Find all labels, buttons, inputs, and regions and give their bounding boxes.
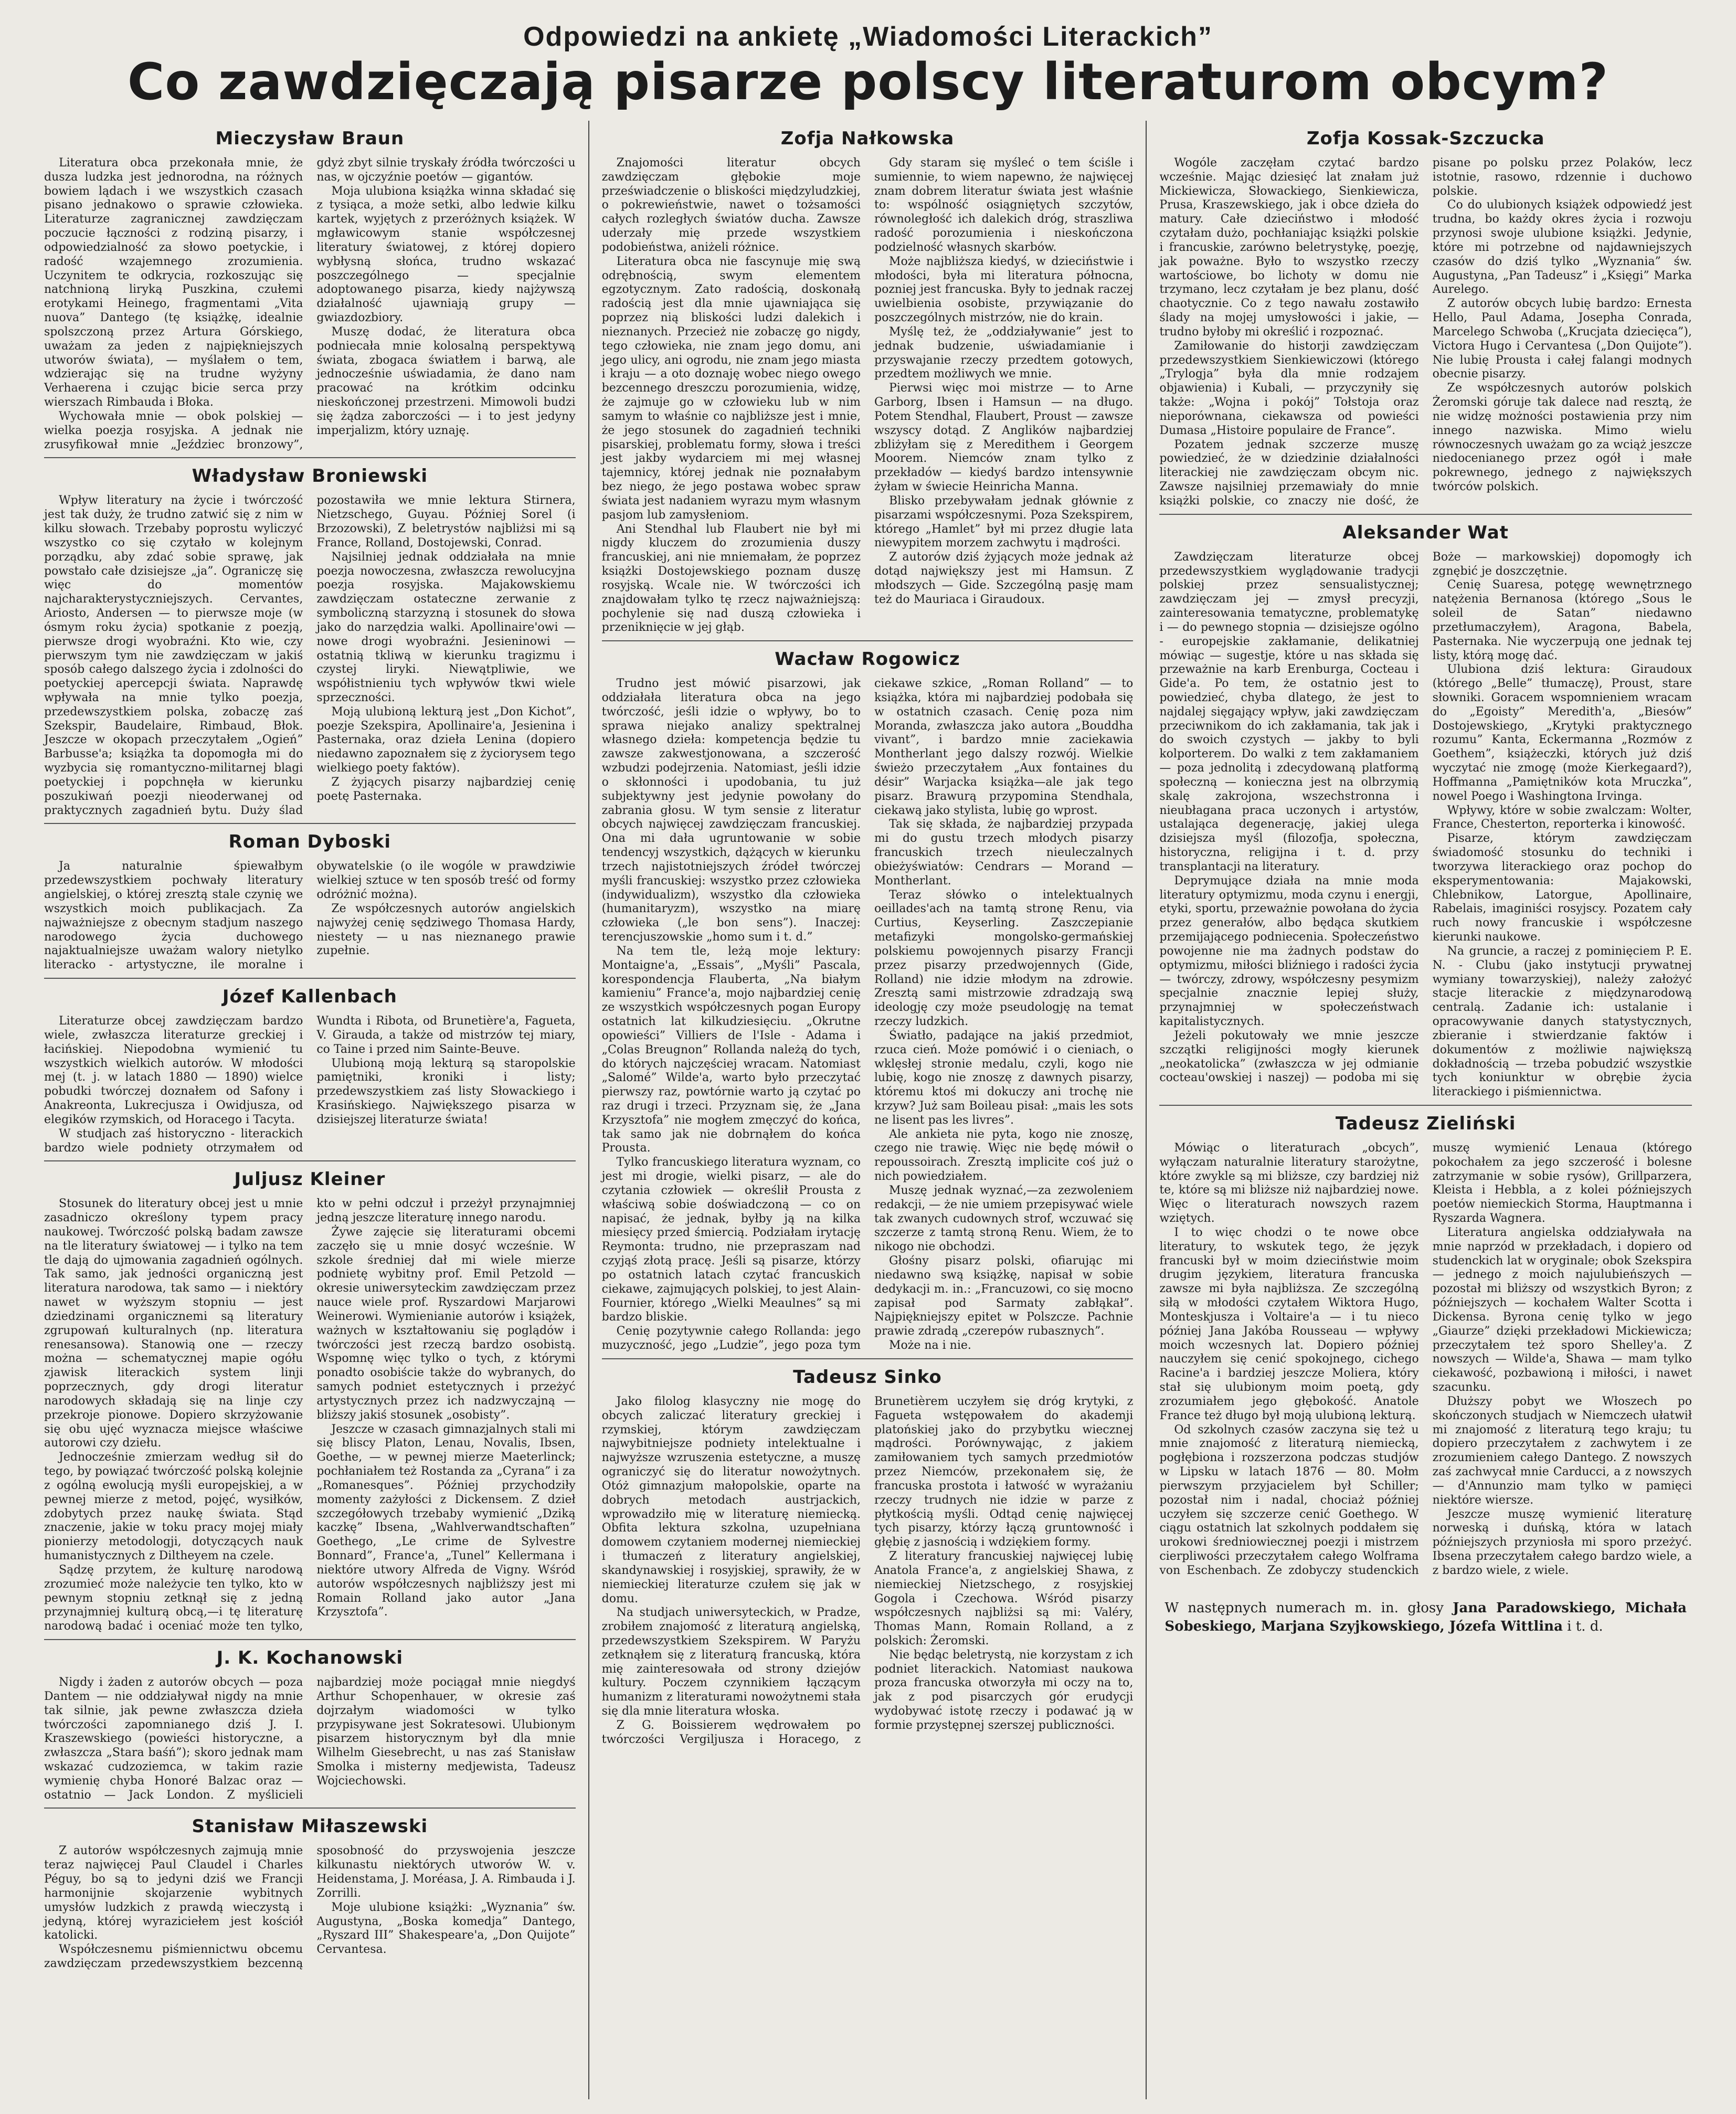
paragraph: Ale ankieta nie pyta, kogo nie znoszę, czego nie trawię. Więc nie będę mówił o repoussoirach. Zresztą implicite coś już o nich powiedziałem. [874,1127,1134,1183]
response-text [44,1844,576,1971]
paragraph: Na gruncie, a raczej z pominięciem P. E. N. - Clubu (jako instytucji prywatnej wymiany towarzyskiej), należy założyć stacje literackie z międzynarodową centralą. Zadanie ich: ustalanie i opracowywanie danych statystycznych, zbieranie i stwierdzanie faktów i dokumentów z możliwie największą dokładnością — trzeba pobudzić wszystkie tych koniunktur w obrębie życia literackiego i piśmiennictwa. [1432,944,1692,1099]
column-2 [589,121,1147,2099]
paragraph: Na studjach uniwersyteckich, w Pradze, zrobiłem znajomość z literaturą angielską, przedewszystkiem Szekspirem. W Paryżu zetknąłem się z literaturą francuską, która mię zainteresowała od strony dziejów kultury. Poczem czynnikiem łączącym humanizm z literaturami nowożytnemi stała się dla mnie literatura włoska. [601,1606,861,1718]
paragraph: Tylko francuskiego literatura wyznam, co jest mi drogie, wielki pisarz, — ale do czytania człowiek — określił Prousta z właściwą sobie doświadczoną — co on napisać, że jednak, byłby ją na kilka miesięcy przed śmiercią. Podziałam irytację Reymonta: trudno, nie przepraszam nad czyjąś złotą pracę. Jeśli są pisarze, którzy po ostatnich latach czytać francuskich ciekawe, zajmujących polskiej, to jest Alain-Fournier, którego „Wielki Meaulnes” są mi bardzo bliskie. [601,1156,861,1324]
paragraph: Nie będąc beletrystą, nie korzystam z ich podniet literackich. Natomiast naukowa proza francuska otworzyła mi oczy na to, jak z pod pisarczych gór erudycji wydobywać istotę rzeczy i podawać ją w formie przystępnej szerszej publiczności. [874,1648,1134,1732]
paragraph: Żywe zajęcie się literaturami obcemi zaczęło się u mnie dosyć wcześnie. W szkole średniej dał mi wiele mierze podnietę wybitny prof. Emil Petzold — okresie uniwersyteckim zawdzięczam przez nauce wiele prof. Ryszardowi Marjarowi Weinerowi. Wymienianie autorów i książek, ważnych w kształtowaniu się poglądów i twórczości jest rzeczą bardzo osobistą. Wspomnę więc tylko o tych, z którymi ponadto osobiście także do wybranych, do samych podniet estetycznych i przeżyć artystycznych przez ich nadzwyczajną — bliższy jakiś stosunek „osobisty”. [316,1225,576,1422]
paragraph: Teraz słówko o intelektualnych oeillades'ach na tamtą stronę Renu, via Curtius, Keyserling. Zaszczepianie metafizyki mongolsko-germańskiej polskiemu powojennych pisarzy Francji przez pisarzy przedwojennych (Gide, Rolland) nie idzie młodym na zdrowie. Zresztą sami mistrzowie zdradzają swą ideologję czy może pseudologję na temat rzeczy ludzkich. [874,888,1134,1029]
paragraph: Może najbliższa kiedyś, w dzieciństwie i młodości, była mi literatura północna, pozniej jest francuska. Były to jednak raczej uwielbienia osobiste, przywiązanie do poszczególnych mistrzów, nie do krain. [874,255,1134,325]
paragraph: Na tem tle, leżą moje lektury: Montaigne'a, „Essais”, „Myśli” Pascala, korespondencja Flauberta, „Na białym kamieniu” France'a, mojo najbardziej cenię ze wszystkich współczesnych pogan Europy ostatnich lat kilkudziesięciu. „Okrutne opowieści” Villiers de l'Isle - Adama i „Colas Breugnon” Rollanda należą do tych, do których najczęściej wracam. Natomiast „Salomé” Wilde'a, warto było przeczytać pierwszy raz, powtórnie warto ją czytać po raz drugi i trzeci. Przyznam się, że „Jana Krzysztofa” nie mogłem zmęczyć do końca, tak samo jak nie dobrnąłem do końca Prousta. [601,944,861,1155]
author-heading: Aleksander Wat [1342,522,1509,543]
paragraph: Z żyjących pisarzy najbardziej cenię poetę Pasternaka. [316,775,576,803]
response-text [602,1395,1134,1747]
paragraph: Stosunek do literatury obcej jest u mnie zasadniczo określony typem pracy naukowej. Twórczość polską badam zawsze na tle literatury światowej — i tylko na tem tle dają do ujmowania zagadnień ogólnych. Tak samo, jak jedności organiczną jest literatura narodowa, tak samo — i niektóry nawet w wyższym stopniu — jest dziedzinami organicznemi są literatury zgrupowań kulturalnych (np. literatura renesansowa). Stanowią one — rzeczy można — schematycznej mapie ogółu zjawisk literackich system linji poprzecznych, gdy drogi literatur narodowych składają się na linje czy przekroje pionowe. Dopiero skrzyżowanie się obu ujęć wyznacza miejsce właściwe autorowi czy dziełu. [44,1197,303,1450]
section-divider [1159,514,1692,515]
author-heading: Wacław Rogowicz [775,649,960,670]
paragraph: Pisarze, którym zawdzięczam świadomość stosunku do techniki i tworzywa literackiego oraz pochop do eksperymentowania: Majakowski, Chlebnikow, Latorgue, Apollinaire, Rabelais, imaginiści rosyjscy. Pozatem cały ruch nowy francuskie i współczesne kierunki naukowe. [1432,832,1692,944]
paragraph: Moje ulubione książki: „Wyznania” św. Augustyna, „Boska komedja” Dantego, „Ryszard III” Shakespeare'a, „Don Quijote” Cervantesa. [316,1900,576,1957]
section-divider [1159,1105,1692,1106]
article-columns [31,121,1705,2099]
paragraph: Literatura obca przekonała mnie, że dusza ludzka jest jednorodna, na różnych bowiem lądach i we wszystkich czasach pisano jednakowo o sprawie człowieka. Literaturze zagranicznej zawdzięczam poczucie łączności z rodziną pisarzy, i odpowiedzialność za słowo poetyckie, i radość wzajemnego zrozumienia. Uczynitem te odkrycia, rozkoszując się natchnioną liryką Puszkina, czułemi erotykami Heinego, fragmentami „Vita nuova” Dantego (tę książkę, idealnie spolszczoną przez Artura Górskiego, uważam za jeden z najpiękniejszych utworów świata), — myślałem o tem, wdzierając się na trudne wyżyny Verhaerena i czując bicie serca przy wierszach Rimbauda i Błoka. [44,156,303,409]
paragraph: Zawdzięczam literaturze obcej przedewszystkiem wyglądowanie tradycji polskiej przez sensualistycznej; zawdzięczam jej — zmysł precyzji, zainteresowania tematyczne, problematykę i — do pewnego stopnia — dzisiejsze ogólno - europejskie zakłamanie, delikatniej mówiąc — sugestje, które u nas składa się przeważnie na karb Erenburga, Cocteau i Gide'a. Po tem, że ostatnio jest to powiedzieć, chyba dlatego, że jest to najdalej sięgający wpływ, jaki zawdzięczam przeciwnikom do ich zakłamania, tak jak i do swoich czystych — jakby to byli kolporterem. Do walki z tem zakłamaniem — poza jednolitą i zdecydowaną platformą społeczną — konieczna jest na olbrzymią skalę zakrojona, wszechstronna i nieubłagana praca uczonych i artystów, ustalająca degenerację, jakiej ulega dzisiejsza myśl (filozofja, społeczna, historyczna, religijna i t. d. przy transplantacji na literatury. [1159,550,1419,873]
note-names: Jana Paradowskiego, Michała Sobeskiego, Marjana Szyjkowskiego, Józefa Wittlina [1165,1600,1687,1634]
response-text [44,860,576,973]
response-text [44,1676,576,1802]
section-divider [602,1358,1134,1359]
response-text [1159,551,1692,1100]
author-heading: J. K. Kochanowski [216,1647,404,1669]
author-heading: Roman Dyboski [228,831,391,853]
paragraph: Ani Stendhal lub Flaubert nie był mi nigdy kluczem do zrozumienia duszy francuskiej, ani nie mniemałam, że poprzez książki Dostojewskiego poznam duszę rosyjską. Wcale nie. W twórczości ich znajdowałam tylko tę rzecz najważniejszą: pochylenie się nad duszą człowieka i przeniknięcie w jej głąb. [601,522,861,635]
paragraph: Głośny pisarz polski, ofiarując mi niedawno swą książkę, napisał w sobie dedykacji m. in.: „Francuzowi, co się mocno zapisał pod Sarmaty zabłąkał”. Najpiękniejszy epitet w Polszcze. Pachnie prawie zdradą „czerepów rubasznych”. [874,1254,1134,1338]
response-text [44,494,576,818]
paragraph: Ulubiona dziś lektura: Giraudoux (którego „Belle” tłumaczę), Proust, stare słowniki. Goracem wspomnieniem wracam do „Egoisty” Meredith'a, „Biesów” Dostojewskiego, „Krytyki praktycznego rozumu” Kanta, Eckermanna „Rozmów z Goethem”, książeczki, których już dziś wyczytać nie zmogę (może Kierkegaard?), Hoffmanna „Pamiętników kota Mruczka”, nowel Poego i Washingtona Irvinga. [1432,663,1692,803]
paragraph: I to więc chodzi o te nowe obce literatury, to wskutek tego, że język francuski był w moim dzieciństwie moim drugim językiem, literatura francuska zawsze mi była najbliższa. Ze szczególną siłą w młodości czytałem Wiktora Hugo, Monteskjusza i Voltaire'a — i tu nieco później Jana Jakóba Rousseau — wpływy moich wczesnych lat. Dopiero później nauczyłem się cenić spokojnego, cichego Racine'a i bardziej jeszcze Moliera, który stał się ulubionym moim poetą, gdy zrozumiałem jego głębokość. Anatole France też długo był moją ulubioną lekturą. [1159,1225,1419,1422]
paragraph: Jednocześnie zmierzam według sił do tego, by powiązać twórczość polską kolejnie z ogólną ewolucją myśli europejskiej, a w pewnej mierze z metod, pojęć, wysiłków, zdobytych przez naukę świata. Stąd znaczenie, jakie w toku pracy mojej miały pionierzy metodologji, dotyczących nauk humanistycznych z Diltheyem na czele. [44,1451,303,1563]
note-text-end: i t. d. [1562,1618,1603,1634]
paragraph: Z literatury francuskiej najwięcej lubię Anatola France'a, z angielskiej Shawa, z niemieckiej Nietzschego, z rosyjskiej Gogola i Czechowa. Wśród pisarzy współczesnych najbliżsi są mi: Valéry, Thomas Mann, Romain Rolland, a z polskich: Żeromski. [874,1550,1134,1647]
section-divider [44,823,576,824]
paragraph: Z autorów współczesnych zajmują mnie teraz najwięcej Paul Claudel i Charles Péguy, bo są to jedyni dziś we Francji harmonijnie skojarzenie wybitnych umysłów ludzkich z prawdą wieczystą i jedyną, której wyraziciełem jest kościół katolicki. [44,1844,303,1942]
author-heading: Tadeusz Zieliński [1335,1113,1516,1134]
author-heading: Juljusz Kleiner [234,1169,386,1190]
paragraph: Wpływ literatury na życie i twórczość jest tak duży, że trudno zatwić się z nim w kilku słowach. Trzebaby poprostu wyliczyć wszystko co się czytało w kolejnym porządku, aby zdać sobie sprawę, jak powstało całe dzisiejsze „ja”. Ograniczę się więc do momentów najcharakterystyczniejszych. Cervantes, Ariosto, Andersen — to pierwsze moje (w ósmym roku życia) spotkanie z poezją, pierwsze drogi wyobraźni. Kto wie, czy pierwszym tym nie zawdzięczam w jakiś sposób całego dalszego życia i zdolności do poetyckiej apercepcji świata. Naprawdę wpływała na mnie tylko poezja, przedewszystkiem polska, zobaczę zaś Szekspir, Baudelaire, Rimbaud, Błok. Jeszcze w okopach przeczytałem „Ogień” Barbusse'a; książka ta dopomogła mi do wyzbycia się romantyczno-militarnej blagi poetyckiej i popchnęła w kierunku poszukiwań poezji nieoderwanej od praktycznych zagadnień bytu. Duży ślad pozostawiła we mnie lektura Stirnera, Nietzschego, Guyau. Później Sorel (i Brzozowski), Z beletrystów najbliżsi mi są France, Rolland, Dostojewski, Conrad. [44,494,576,817]
section-divider [44,978,576,979]
paragraph: Może na i nie. [888,1339,971,1352]
paragraph: Dłuższy pobyt we Włoszech po skończonych studjach w Niemczech ułatwił mi znajomość z literaturą tego kraju; tu dopiero przeczytałem z zachwytem i ze zrozumieniem całego Dantego. Z nowszych zaś zachwycał mnie Carducci, a z nowszych — d'Annunzio mam tylko w pamięci niektóre wiersze. [1432,1394,1692,1507]
headline: Co zawdzięczają pisarze polscy literaturom obcym? [127,52,1609,111]
paragraph: Pozatem jednak szczerze muszę powiedzieć, że w dziedzinie działalności literackiej nie zawdzięczam obcym nic. Zawsze najsilniej przemawiały do mnie książki polskie, co znaczy nie dość, że pisane po polsku przez Polaków, lecz istotnie, rasowo, rdzennie i duchowo polskie. [1159,156,1692,508]
author-heading: Stanisław Miłaszewski [192,1816,428,1837]
paragraph: Światło, padające na jakiś przedmiot, rzuca cień. Może pomówić i o cieniach, o wklęsłej stronie medalu, czyli, kogo nie lubię, kogo nie znoszę z dawnych pisarzy, któremu ktoś mi dokuczy ani trochę nie krzyw? Już sam Boileau pisał: „mais les sots ne lisent pas les livres”. [874,1029,1134,1127]
column-3 [1147,121,1705,2099]
paragraph: Moja ulubiona książka winna składać się z tysiąca, a może setki, albo ledwie kilku kartek, wyjętych z przeróżnych książek. W mgławicowym stanie współczesnej literatury światowej, z której dopiero wybłysną słońca, trudno wskazać poszczególnego — specjalnie adoptowanego pisarza, kiedy najżywszą działalność ujawniają grupy — gwiazdozbiory. [316,184,576,325]
section-divider [44,1160,576,1161]
paragraph: Współczesnemu piśmiennictwu obcemu zawdzięczam przedewszystkiem bezcenną sposobność do przyswojenia jeszcze kilkunastu niektórych utworów W. v. Heidenstama, J. Moréasa, J. A. Rimbauda i J. Zorrilli. [44,1844,576,1971]
paragraph: Jeszcze muszę wymienić literaturę norweską i duńską, która w latach późniejszych przyniosła mi sporo przeżyć. Ibsena przeczytałem całego bardzo wiele, a z bardzo wiele, z wiele. [1432,1507,1692,1577]
upcoming-note [1159,1599,1692,1636]
supertitle: Odpowiedzi na ankietę „Wiadomości Literackich” [523,22,1213,52]
paragraph: Znajomości literatur obcych zawdzięczam głębokie moje przeświadczenie o bliskości międzyludzkiej, o pokrewieństwie, nawet o tożsamości całych rozległych światów ducha. Zawsze uderzały mię przede wszystkiem podobieństwa, aniżeli różnice. [601,156,861,254]
column-1 [31,121,589,2099]
section-divider [44,1808,576,1809]
paragraph: Ja naturalnie śpiewałbym przedewszystkiem pochwały literatury angielskiej, o której zresztą stale czynię we wszystkich moich publikacjach. Za najważniejsze z obecnym stadjum naszego narodowego życia duchowego najaktualniejsze uważam walory nietylko literacko - artystyczne, ile moralne i obywatelskie (o ile wogóle w prawdziwie wielkiej sztuce w ten sposób treść od formy odróżnić można). [44,860,576,972]
paragraph: Od szkolnych czasów zaczyna się też u mnie znajomość z literaturą niemiecką, pogłębiona i rozszerzona podczas studjów w Lipsku w latach 1876 — 80. Mołm pierwszym przyjacielem był Schiller; pozostał nim i nadal, chociaż później uczyłem się szczerze cenić Goethego. W ciągu ostatnich lat szkolnych poddałem się urokowi średniowiecznej poezji i mistrzem cierpliwości przeczytałem całego Wolframa von Eschenbach. Ze zdobyczy studenckich muszę wymienić Lenaua (którego pokochałem za jego szczerość i bolesne zatrzymanie w sobie rysów), Grillparzera, Kleista i Hebbla, a z kolei późniejszych poetów niemieckich Storma, Hauptmanna i Ryszarda Wagnera. [1159,1141,1692,1577]
paragraph: Wychowała mnie — obok polskiej — wielka poezja rosyjska. A jednak nie zrusyfikował mnie „Jeździec bronzowy”, gdyż zbyt silnie tryskały źródła twórczości u nas, w ojczyźnie poetów — gigantów. [44,156,576,451]
newspaper-page [31,16,1705,2102]
author-heading: Józef Kallenbach [222,986,397,1008]
paragraph: Nigdy i żaden z autorów obcych — poza Dantem — nie oddziaływał nigdy na mnie tak silnie, jak pewne zwłaszcza dzieła twórczości zapomnianego dziś J. I. Kraszewskiego (powieści historyczne, a zwłaszcza „Stara baśń”); skoro jednak mam wskazać cudzoziemca, w takim razie wymienię chyba Honoré Balzac oraz — ostatnio — Jack London. Z myślicieli najbardziej może pociągał mnie niegdyś Arthur Schopenhauer, w okresie zaś dojrzałym wiadomości w tylko przypisywane jest Sokratesowi. Ulubionym pisarzem historycznym był dla mnie Wilhelm Giesebrecht, u nas zaś Stanisław Smolka i misterny medjewista, Tadeusz Wojciechowski. [44,1676,576,1802]
paragraph: Muszę dodać, że literatura obca podniecała mnie kolosalną perspektywą świata, zbogaca światłem i barwą, ale jednocześnie uświadamia, że dano nam pracować na krótkim odcinku nieskończonej przestrzeni. Mimowoli budzi się żądza zaborczości — i to jest jedyny imperjalizm, który uznaję. [316,325,576,437]
paragraph: Jako filolog klasyczny nie mogę do obcych zaliczać literatury greckiej i rzymskiej, którym zawdzięczam najwybitniejsze podniety intelektualne i najwyższe wzruszenia estetyczne, a muszę ograniczyć się do literatur nowożytnych. Otóż gimnazjum małopolskie, oparte na dobrych metodach austrjackich, wprowadziło mię w literaturę niemiecką. Obfita lektura szkolna, uzupełniana domowem czytaniem modernej niemieckiej i tłumaczeń z literatury angielskiej, skandynawskiej i rosyjskiej, sprawiły, że w niemieckiej literaturze czułem się jak w domu. [601,1394,861,1605]
section-divider [602,640,1134,641]
paragraph: W studjach zaś historyczno - literackich bardzo wiele podniety otrzymałem od Wundta i Ribota, od Brunetière'a, Fagueta, V. Girauda, a także od mistrzów tej miary, co Taine i przed nim Sainte-Beuve. [44,1014,576,1155]
paragraph: Ze współczesnych autorów polskich Żeromski góruje tak dalece nad resztą, że nie widzę możności postawienia przy nim innego nazwiska. Mimo wielu równoczesnych uważam go za wciąż jeszcze niedocenianego przez ogół i małe pokrewnego, jednego z największych twórców polskich. [1432,382,1692,494]
section-divider [44,1639,576,1640]
paragraph: Wogóle zaczęłam czytać bardzo wcześnie. Mając dziesięć lat znałam już Mickiewicza, Słowackiego, Sienkiewicza, Prusa, Kraszewskiego, jak i obce dzieła do matury. Całe dzieciństwo i młodość czytałam dużo, pochłaniając książki polskie i francuskie, zarówno beletrystykę, poezję, jak poważne. Było to wszystko rzeczy wartościowe, bo lichoty w domu nie trzymano, lecz czytałam je bez planu, dość chaotycznie. Co z tego nawału zostawiło ślady na mojej umysłowości i jakie, — trudno byłoby mi określić i rozpoznać. [1159,156,1419,339]
masthead [31,21,1705,110]
paragraph: Wpływy, które w sobie zwalczam: Wolter, France, Chesterton, reporterka i kinowość. [1432,804,1692,831]
paragraph: Ze współczesnych autorów angielskich najwyżej cenię sędziwego Thomasa Hardy, niestety — u nas nieznanego prawie zupełnie. [316,902,576,958]
response-text [44,156,576,452]
paragraph: Co do ulubionych książek odpowiedź jest trudna, bo każdy okres życia i rozwoju przynosi swoje ulubione książki. Jedynie, które mi potrzebne od najdawniejszych czasów do dziś tylko „Wyznania” św. Augustyna, „Pan Tadeusz” i „Księgi” Marka Aurelego. [1432,198,1692,297]
section-divider [44,457,576,458]
paragraph: Z autorów dziś żyjących może jednak aż dotąd największy jest mi Hamsun. Z młodszych — Gide. Szczególną pasję mam też do Mauriaca i Giraudoux. [874,551,1134,606]
paragraph: Trudno jest mówić pisarzowi, jak oddziałała literatura obca na jego twórczość, jeśli idzie o wpływy, bo to sprawa niejako analizy spektralnej własnego dzieła: kompetencja będzie tu zawsze zakwestjonowana, a szczerość wzbudzi podejrzenia. Natomiast, jeśli idzie o skłonności i upodobania, tu już subjektywny jest jedynie powołany do zabrania głosu. W tym sensie z literatur obcych najwięcej zawdzięczam francuskiej. Ona mi dała ugruntowanie w sobie tendencyj wszystkich, dążących w kierunku trzech najistotniejszych źródeł twórczej myśli francuskiej: wszystko przez człowieka (indywidualizm), wszystko dla człowieka (humanitaryzm), wszystko na miarę człowieka („le bon sens”). Inaczej: terencjuszowskie „homo sum i t. d.” [601,677,861,944]
paragraph: Muszę jednak wyznać,—za zezwoleniem redakcji, — że nie umiem przepisywać wiele tak zwanych cudownych strof, wczuwać się szczerze z tamtą stroną Renu. Wiem, że to nikogo nie obchodzi. [874,1183,1134,1254]
paragraph: Myślę też, że „oddziaływanie” jest to jednak budzenie, uświadamianie i przyswajanie rzeczy przedtem gotowych, przedtem możliwych we mnie. [874,325,1134,381]
paragraph: Jeżeli pokutowały we mnie jeszcze szczątki religijności mogły kierunek „neokatolicka” (zwłaszcza w jej odmianie cocteau'owskiej i naszej) — podoba mi się Boże — markowskiej) dopomogły ich zgnębić je doszczętnie. [1159,550,1692,1085]
paragraph: Deprymujące działa na mnie moda literatury optymizmu, moda czynu i energji, etyki, sportu, przeważnie powołana do życia przez generałów, albo będąca skutkiem przemijającego podniecenia. Społeczeństwo powojenne nie ma żadnych podstaw do optymizmu, miłości bliźniego i radości życia — twórczy, zdrowy, współczesny pesymizm specjalnie znacznie lepiej służy, przynajmniej w społeczeństwach kapitalistycznych. [1159,874,1419,1029]
response-text [44,1197,576,1634]
paragraph: Z G. Boissierem wędrowałem po twórczości Vergiljusza i Horacego, z Brunetièrem uczyłem się dróg krytyki, z Fagueta wstępowałem do akademji platońskiej jako do przybytku wiecznej mądrości. Porównywając, z jakiem zamiłowaniem tych samych przedmiotów przez Niemców, przekonałem się, że francuska prostota i łatwość w wyrażaniu rzeczy trudnych nie idzie w parze z płytkością myśli. Odtąd cenię najwięcej tych pisarzy, którzy łączą gruntowność i głębię z jasnością i wdziękiem formy. [601,1394,1134,1746]
paragraph: Moją ulubioną lekturą jest „Don Kichot”, poezje Szekspira, Apollinaire'a, Jesienina i Pasternaka, oraz dzieła Lenina (dopiero niedawno zapoznałem się z życiorysem tego wielkiego poety faktów). [316,705,576,775]
response-text [1159,156,1692,509]
paragraph: Sądzę przytem, że kulturę narodową zrozumieć może należycie ten tylko, kto w pewnym stopniu zetknął się z jedną przynajmniej kulturą obcą,—i tę literaturę narodową badać i oceniać może ten tylko, kto w pełni odczuł i przeżył przynajmniej jedną jeszcze literaturę innego narodu. [44,1197,576,1633]
paragraph: Zamiłowanie do historji zawdzięczam przedewszystkiem Sienkiewiczowi (którego „Trylogja” była dla mnie rodzajem objawienia) i Kubali, — przyczyniły się także: „Wojna i pokój” Tołstoja oraz nieporównana, ciekawsza od powieści Dumasa „Histoire populaire de France”. [1159,339,1419,437]
author-heading: Tadeusz Sinko [793,1366,942,1388]
author-heading: Zofja Nałkowska [780,128,955,149]
note-text: W następnych numerach m. in. głosy [1165,1600,1453,1616]
paragraph: Literatura angielska oddziaływała na mnie naprzód w przekładach, i dopiero od studenckich lat w oryginale; obok Szekspira — jednego z moich najulubieńszych — pozostał mi bliższy od wszystkich Byron; z późniejszych — kochałem Walter Scotta i Dickensa. Byrona cenię tylko w jego „Giaurze” dzięki przekładowi Mickiewicza; przeczytałem też sporo Shelley'a. Z nowszych — Wilde'a, Shawa — mam tylko ciekawość, pozbawioną i miłości, i nawet szacunku. [1432,1225,1692,1394]
paragraph: Najsilniej jednak oddziałała na mnie poezja nowoczesna, zwłaszcza rewolucyjna poezja rosyjska. Majakowskiemu zawdzięczam ostateczne zerwanie z symboliczną starzyzną i stosunek do słowa jako do narzędzia walki. Apollinaire'owi — nowe drogi wyobraźni. Jesieninowi — ostatnią tkliwą w kierunku tragizmu i czystej liryki. Niewątpliwie, we współistnieniu tych wpływów tkwi wiele sprzeczności. [316,550,576,704]
paragraph: Literaturze obcej zawdzięczam bardzo wiele, zwłaszcza literaturze greckiej i łacińskiej. Niepodobna wymienić tu wszystkich wielkich autorów. W młodości mej (t. j. w latach 1880 — 1890) wielce pobudki twórczej doznałem od Safony i Anakreonta, Lukrecjusza i Owidjusza, od elegików rzymskich, od Horacego i Tacyta. [44,1014,303,1126]
paragraph: Pierwsi więc moi mistrze — to Arne Garborg, Ibsen i Hamsun — na długo. Potem Stendhal, Flaubert, Proust — zawsze wszyscy dotąd. Z Anglików najbardziej zbliżyłam się z Meredithem i Georgem Moorem. Niemców znam tylko z przekładów — kiedyś bardzo intensywnie żyłam w świecie Heinricha Manna. [874,382,1134,494]
paragraph: Cenię pozytywnie całego Rollanda: jego muzyczność, jego „Ludzie”, jego poza tym ciekawe szkice, „Roman Rolland” — to książka, która mi najbardziej podobała się w ostatnich czasach. Cenię poza nim Moranda, zwłaszcza jako autora „Bouddha vivant”, i bardzo mnie zaciekawia Montherlant jego dalszy rozwój. Wielkie świeżo przeczytałem „Aux fontaines du désir” Warjacka książka—ale jak tego pisarz. Brawurą przypomina Stendhala, ciekawą jako stylista, lubię go wprost. [601,677,1134,1352]
paragraph: Cenię Suaresa, potęgę wewnętrznego natężenia Bernanosa (którego „Sous le soleil de Satan” niedawno przetłumaczyłem), Aragona, Babela, Pasternaka. Nie wyczerpują one jednak tej listy, którą mogę dać. [1432,578,1692,662]
author-heading: Władysław Broniewski [192,466,428,487]
author-heading: Zofja Kossak-Szczucka [1306,128,1545,149]
paragraph: Jeszcze w czasach gimnazjalnych stali mi się bliscy Platon, Lenau, Novalis, Ibsen, Goethe, — w pewnej mierze Maeterlinck; pochłaniałem też Rostanda za „Cyrana” i za „Romanesques”. Później przychodziły momenty zażyłości z Dickensem. Z dzieł szczegółowych trzebaby wymienić „Dziką kaczkę” Ibsena, „Wahlverwandtschaften” Goethego, „Le crime de Sylvestre Bonnard”, France'a, „Tunel” Kellermana i niektóre utwory Alfreda de Vigny. Wśród autorów współczesnych najbliższy jest mi Romain Rolland jako autor „Jana Krzysztofa”. [316,1422,576,1619]
paragraph: Literatura obca nie fascynuje mię swą odrębnością, swym elementem egzotycznym. Zato radością, doskonałą radością jest dla mnie ujawniająca się poprzez nią bliskości ludzi dalekich i nieznanych. Przecież nie zobaczę go nigdy, tego człowieka, nie znam jego domu, ani jego ulicy, ani ogrodu, nie znam jego miasta i kraju — a oto doznaję wobec niego owego bezcennego dreszczu porozumienia, widzę, że zajmuje go w człowieku lub w nim samym to właśnie co najbliższe jest i mnie, że jego stosunek do zagadnień techniki pisarskiej, problematu formy, słowa i treści jest jakby wydarciem mi mej własnej tajemnicy, której jednak nie poznałabym bez niego, że jego postawa wobec spraw świata jest nadaniem wyrazu mym własnym pasjom lub zamysłeniom. [601,255,861,522]
paragraph: Ulubioną moją lekturą są staropolskie pamiętniki, kroniki i listy; przedewszystkiem zaś listy Słowackiego i Krasińskiego. Największego pisarza w dzisiejszej literaturze świata! [316,1056,576,1126]
paragraph: Blisko przebywałam jednak głównie z pisarzami współczesnymi. Poza Szekspirem, którego „Hamlet” był mi przez długie lata niewypitem morzem zachwytu i mądrości. [874,494,1134,550]
paragraph: Tak się składa, że najbardziej przypada mi do gustu trzech młodych pisarzy francuskich trzech nieuleczalnych obieżyświatów: Cendrars — Morand — Montherlant. [874,818,1134,887]
response-text [602,156,1134,635]
paragraph: Z autorów obcych lubię bardzo: Ernesta Hello, Paul Adama, Josepha Conrada, Marcelego Schwoba („Krucjata dziecięca”), Victora Hugo i Cervantesa („Don Quijote”). Nie lubię Prousta i całej falangi modnych obecnie pisarzy. [1432,297,1692,381]
paragraph: Gdy staram się myśleć o tem ściśle i sumiennie, to wiem napewno, że najwięcej znam dobrem literatur świata jest właśnie to: wspólność osiągniętych szczytów, równoległość ich dalekich dróg, straszliwa radość porozumienia i nieskończona podzielność własnych skarbów. [874,156,1134,254]
response-text [1159,1141,1692,1578]
author-heading: Mieczysław Braun [215,128,405,149]
response-text [602,677,1134,1353]
response-text [44,1014,576,1155]
paragraph: Mówiąc o literaturach „obcych”, wyłączam naturalnie literatury starożytne, które zwykle są mi bliższe, czy bardziej niż te, które są mi bliższe niż najbardziej nowe. Więc o literaturach nowszych razem wziętych. [1159,1141,1419,1225]
